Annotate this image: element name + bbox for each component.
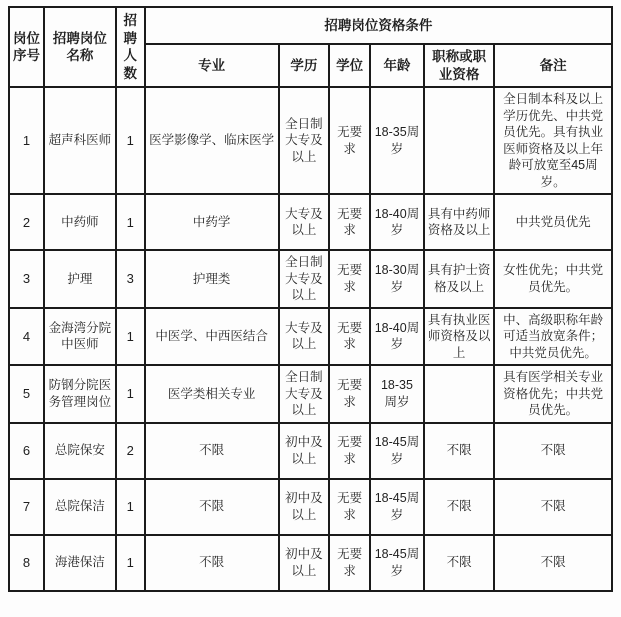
table-row xyxy=(9,365,612,423)
cell-education: 全日制大专及以上 xyxy=(279,365,330,423)
table-header xyxy=(9,7,612,87)
cell-remarks: 不限 xyxy=(494,423,612,479)
cell-name: 中药师 xyxy=(44,194,116,250)
cell-degree: 无要求 xyxy=(329,365,370,423)
cell-seq: 2 xyxy=(9,194,44,250)
cell-count: 3 xyxy=(116,250,145,308)
cell-remarks: 具有医学相关专业资格优先；中共党员优先。 xyxy=(494,365,612,423)
cell-degree: 无要求 xyxy=(329,479,370,535)
cell-remarks: 女性优先；中共党员优先。 xyxy=(494,250,612,308)
cell-age: 18-30周岁 xyxy=(370,250,424,308)
cell-qualification: 不限 xyxy=(424,535,495,591)
cell-count: 1 xyxy=(116,308,145,366)
cell-seq: 3 xyxy=(9,250,44,308)
recruitment-table xyxy=(8,6,613,592)
cell-major: 中药学 xyxy=(145,194,279,250)
table-row xyxy=(9,423,612,479)
table-row xyxy=(9,535,612,591)
cell-qualification: 具有执业医师资格及以上 xyxy=(424,308,495,366)
cell-name: 护理 xyxy=(44,250,116,308)
cell-education: 初中及以上 xyxy=(279,479,330,535)
cell-count: 1 xyxy=(116,365,145,423)
cell-count: 1 xyxy=(116,87,145,194)
header-degree: 学位 xyxy=(329,44,370,87)
cell-name: 总院保洁 xyxy=(44,479,116,535)
cell-remarks: 中共党员优先 xyxy=(494,194,612,250)
cell-name: 海港保洁 xyxy=(44,535,116,591)
cell-age: 18-40周岁 xyxy=(370,194,424,250)
cell-major: 不限 xyxy=(145,479,279,535)
header-remarks: 备注 xyxy=(494,44,612,87)
cell-major: 医学影像学、临床医学 xyxy=(145,87,279,194)
cell-degree: 无要求 xyxy=(329,535,370,591)
cell-education: 初中及以上 xyxy=(279,423,330,479)
header-count: 招聘人数 xyxy=(116,7,145,87)
cell-name: 防钢分院医务管理岗位 xyxy=(44,365,116,423)
cell-education: 初中及以上 xyxy=(279,535,330,591)
cell-seq: 8 xyxy=(9,535,44,591)
cell-qualification xyxy=(424,87,495,194)
table-body xyxy=(9,87,612,591)
cell-seq: 7 xyxy=(9,479,44,535)
header-row-top xyxy=(9,7,612,44)
cell-count: 1 xyxy=(116,194,145,250)
cell-name: 金海湾分院中医师 xyxy=(44,308,116,366)
cell-age: 18-45周岁 xyxy=(370,535,424,591)
cell-remarks: 全日制本科及以上学历优先、中共党员优先。具有执业医师资格及以上年龄可放宽至45周岁。 xyxy=(494,87,612,194)
cell-degree: 无要求 xyxy=(329,250,370,308)
cell-degree: 无要求 xyxy=(329,87,370,194)
cell-qualification: 具有中药师资格及以上 xyxy=(424,194,495,250)
cell-count: 1 xyxy=(116,479,145,535)
cell-remarks: 不限 xyxy=(494,479,612,535)
header-education: 学历 xyxy=(279,44,330,87)
cell-seq: 4 xyxy=(9,308,44,366)
cell-age: 18-40周岁 xyxy=(370,308,424,366)
cell-major: 不限 xyxy=(145,423,279,479)
cell-seq: 5 xyxy=(9,365,44,423)
header-age: 年龄 xyxy=(370,44,424,87)
cell-major: 医学类相关专业 xyxy=(145,365,279,423)
cell-seq: 6 xyxy=(9,423,44,479)
cell-remarks: 中、高级职称年龄可适当放宽条件；中共党员优先。 xyxy=(494,308,612,366)
cell-major: 中医学、中西医结合 xyxy=(145,308,279,366)
table-row xyxy=(9,194,612,250)
cell-major: 护理类 xyxy=(145,250,279,308)
cell-education: 全日制大专及以上 xyxy=(279,250,330,308)
cell-name: 总院保安 xyxy=(44,423,116,479)
header-qualification-group: 招聘岗位资格条件 xyxy=(145,7,612,44)
table-row xyxy=(9,250,612,308)
cell-count: 1 xyxy=(116,535,145,591)
cell-seq: 1 xyxy=(9,87,44,194)
cell-education: 大专及以上 xyxy=(279,194,330,250)
header-position-name: 招聘岗位名称 xyxy=(44,7,116,87)
cell-qualification xyxy=(424,365,495,423)
cell-education: 大专及以上 xyxy=(279,308,330,366)
cell-qualification: 不限 xyxy=(424,479,495,535)
cell-count: 2 xyxy=(116,423,145,479)
table-row xyxy=(9,308,612,366)
cell-name: 超声科医师 xyxy=(44,87,116,194)
cell-age: 18-45周岁 xyxy=(370,479,424,535)
table-row xyxy=(9,479,612,535)
header-seq: 岗位序号 xyxy=(9,7,44,87)
cell-qualification: 不限 xyxy=(424,423,495,479)
table-row xyxy=(9,87,612,194)
header-major: 专业 xyxy=(145,44,279,87)
cell-age: 18-35 周岁 xyxy=(370,365,424,423)
cell-education: 全日制大专及以上 xyxy=(279,87,330,194)
cell-degree: 无要求 xyxy=(329,423,370,479)
cell-qualification: 具有护士资格及以上 xyxy=(424,250,495,308)
header-qualification: 职称或职业资格 xyxy=(424,44,495,87)
cell-age: 18-45周岁 xyxy=(370,423,424,479)
cell-degree: 无要求 xyxy=(329,308,370,366)
cell-remarks: 不限 xyxy=(494,535,612,591)
cell-age: 18-35周岁 xyxy=(370,87,424,194)
cell-major: 不限 xyxy=(145,535,279,591)
cell-degree: 无要求 xyxy=(329,194,370,250)
